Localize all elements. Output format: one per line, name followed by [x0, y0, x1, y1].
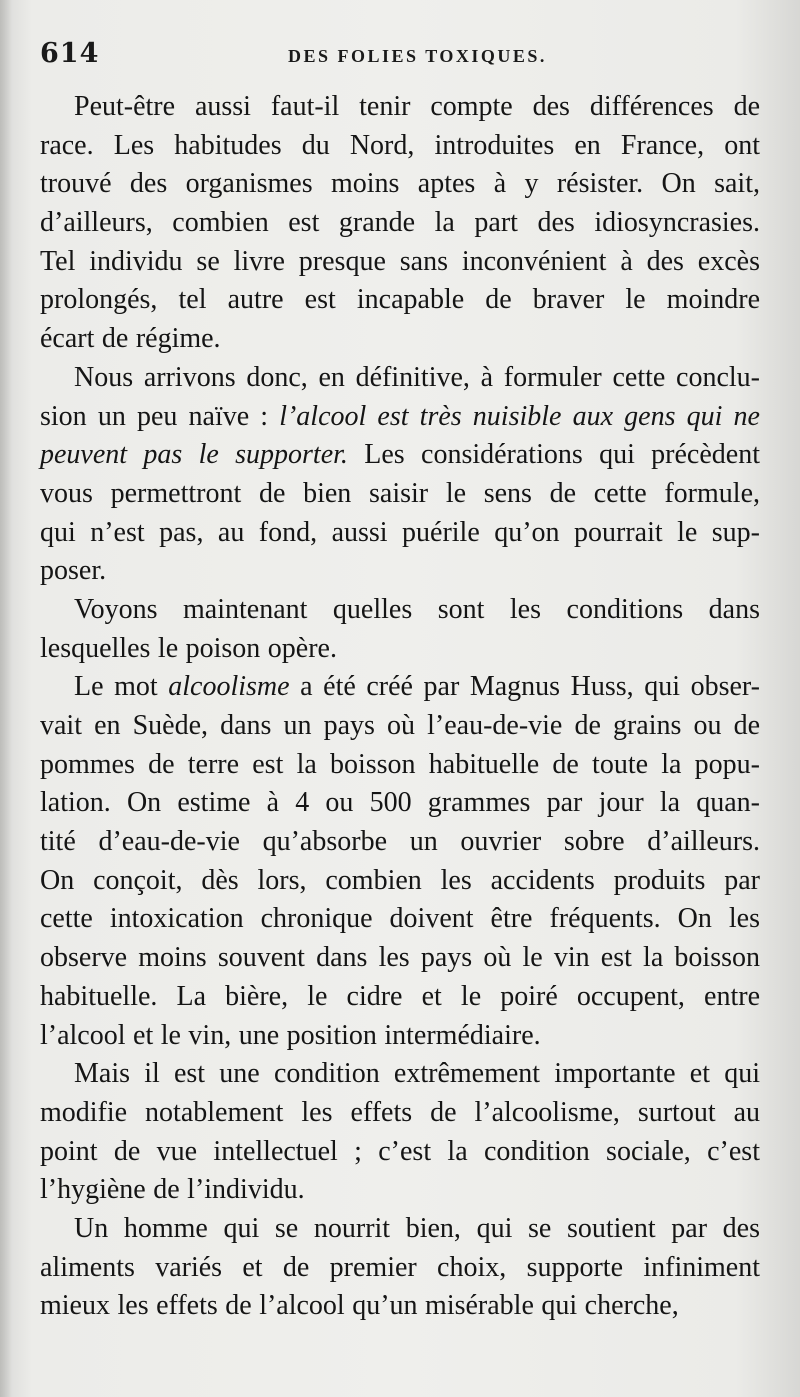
text-segment: habituelle. La bière, le cidre et le poiré occupent, entre [40, 980, 760, 1012]
text-segment: modifie notablement les effets de l’alcoolisme, surtout au [40, 1096, 760, 1128]
text-line [40, 281, 760, 320]
text-line [40, 552, 760, 591]
text-line [40, 668, 760, 707]
text-segment: On conçoit, dès lors, combien les accidents produits par [40, 864, 760, 896]
text-line [40, 1133, 760, 1172]
text-segment: cette intoxication chronique doivent être fréquents. On les [40, 903, 760, 935]
paragraph [40, 668, 760, 1055]
text-segment: sion un peu naïve : [40, 400, 280, 432]
paragraph [40, 1210, 760, 1326]
text-line [40, 862, 760, 901]
text-line [40, 359, 760, 398]
text-segment: l’alcool et le vin, une position intermédiaire. [40, 1019, 541, 1051]
text-segment: Mais il est une condition extrêmement importante et qui [74, 1058, 760, 1090]
text-segment: l’hygiène de l’individu. [40, 1174, 305, 1206]
text-line [40, 243, 760, 282]
running-head: DES FOLIES TOXIQUES. [288, 46, 547, 66]
text-line [40, 514, 760, 553]
text-line [40, 1017, 760, 1056]
italic-text: l’alcool est très nuisible aux gens qui ne [279, 400, 760, 432]
italic-text: alcoolisme [168, 671, 290, 703]
text-line [40, 1055, 760, 1094]
text-line [40, 707, 760, 746]
text-segment: Nous arrivons donc, en définitive, à formuler cette conclu- [74, 361, 760, 393]
text-segment: Peut-être aussi faut-il tenir compte des différences de [74, 91, 760, 122]
text-segment: Un homme qui se nourrit bien, qui se soutient par des [74, 1212, 760, 1244]
text-line [40, 88, 760, 127]
text-line [40, 436, 760, 475]
page-edge-shadow [0, 0, 12, 1397]
text-segment: a été créé par Magnus Huss, qui obser- [289, 671, 760, 703]
text-line [40, 939, 760, 978]
text-segment: qui n’est pas, au fond, aussi puérile qu’on pourrait le sup- [40, 516, 760, 548]
text-segment: lesquelles le poison opère. [40, 632, 337, 664]
text-line [40, 746, 760, 785]
paragraph [40, 1055, 760, 1210]
text-line [40, 320, 760, 359]
text-line [40, 127, 760, 166]
text-segment: poser. [40, 555, 107, 587]
text-segment: observe moins souvent dans les pays où le vin est la boisson [40, 942, 760, 974]
paragraph [40, 359, 760, 591]
text-segment: tité d’eau-de-vie qu’absorbe un ouvrier sobre d’ailleurs. [40, 826, 760, 858]
text-line [40, 823, 760, 862]
text-line [40, 784, 760, 823]
text-segment: vous permettront de bien saisir le sens de cette formule, [40, 477, 760, 509]
paragraph [40, 88, 760, 359]
text-segment: Le mot [74, 671, 169, 703]
text-segment: écart de régime. [40, 323, 221, 355]
text-line [40, 900, 760, 939]
text-segment: vait en Suède, dans un pays où l’eau-de-vie de grains ou de [40, 710, 760, 741]
page-number: 614 [40, 38, 100, 69]
text-segment: point de vue intellectuel ; c’est la condition sociale, c’est [40, 1135, 760, 1167]
text-line [40, 1249, 760, 1288]
text-line [40, 591, 760, 630]
text-segment: d’ailleurs, combien est grande la part des idiosyncrasies. [40, 207, 760, 239]
text-segment: pommes de terre est la boisson habituelle de toute la popu- [40, 748, 760, 780]
text-line [40, 1094, 760, 1133]
text-line [40, 1287, 760, 1326]
text-line [40, 165, 760, 204]
text-line [40, 978, 760, 1017]
text-segment: race. Les habitudes du Nord, introduites en France, ont [40, 129, 760, 161]
text-segment: Voyons maintenant quelles sont les conditions dans [74, 593, 760, 625]
text-segment: trouvé des organismes moins aptes à y résister. On sait, [40, 168, 760, 200]
body-text [40, 88, 760, 1326]
text-segment: lation. On estime à 4 ou 500 grammes par jour la quan- [40, 787, 760, 819]
text-line [40, 1171, 760, 1210]
text-segment: mieux les effets de l’alcool qu’un misérable qui cherche, [40, 1290, 679, 1322]
text-segment: Les considérations qui précèdent [347, 439, 760, 471]
text-line [40, 630, 760, 669]
text-segment: aliments variés et de premier choix, supporte infiniment [40, 1251, 760, 1283]
text-line [40, 475, 760, 514]
text-line [40, 398, 760, 437]
page-header [40, 38, 760, 78]
italic-text: peuvent pas le supporter. [40, 439, 348, 471]
text-segment: Tel individu se livre presque sans inconvénient à des excès [40, 245, 760, 277]
paragraph [40, 591, 760, 668]
text-line [40, 204, 760, 243]
text-line [40, 1210, 760, 1249]
text-segment: prolongés, tel autre est incapable de braver le moindre [40, 284, 760, 316]
